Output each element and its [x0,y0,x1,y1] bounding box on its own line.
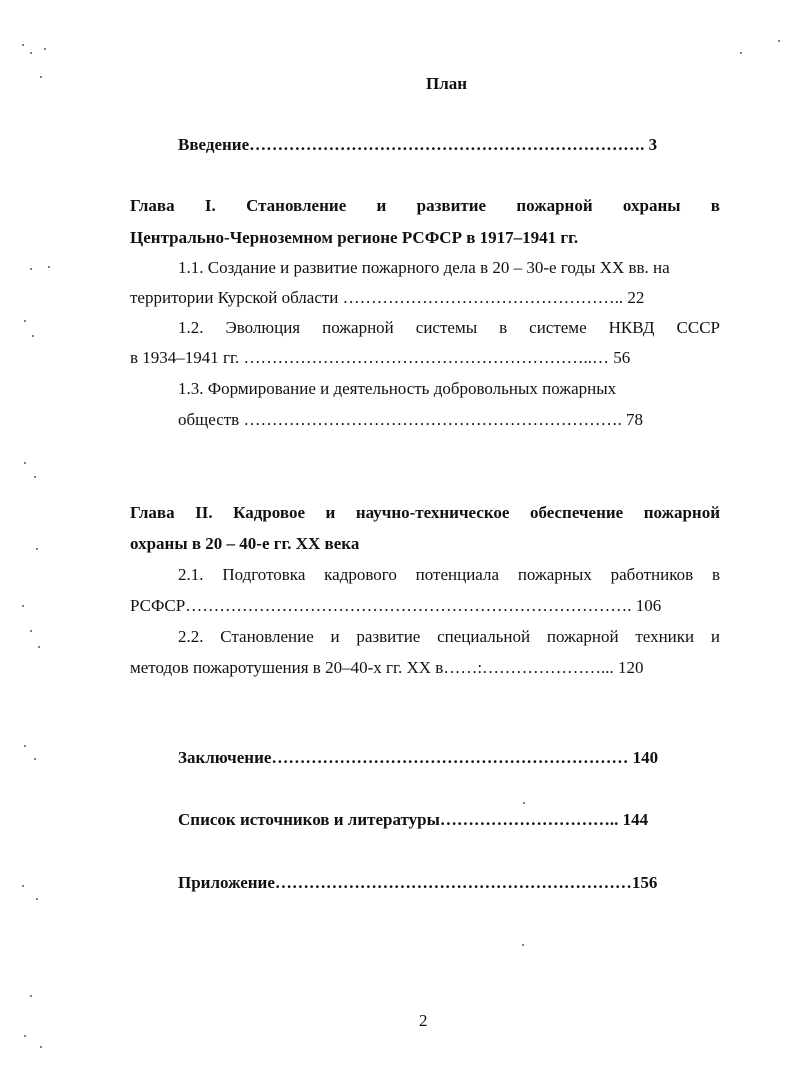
section-1-3-line-1[interactable]: 1.3. Формирование и деятельность добровольных пожарных [178,379,617,398]
section-2-2-line-1[interactable]: 2.2. Становление и развитие специальной пожарной техники и [178,627,720,646]
chapter-1-heading-line-1[interactable]: Глава I. Становление и развитие пожарной охраны в [130,196,720,215]
section-1-2-line-1[interactable]: 1.2. Эволюция пожарной системы в системе НКВД СССР [178,318,720,337]
toc-sources[interactable]: Список источников и литературы………………………….. 144 [178,810,649,829]
page-title: План [425,74,468,93]
section-1-1-line-2[interactable]: территории Курской области ………………………………………….. 22 [130,288,645,307]
page-number: 2 [419,1011,428,1030]
section-1-1-line-1[interactable]: 1.1. Создание и развитие пожарного дела в 20 – 30-е годы XX вв. на [178,258,670,277]
toc-conclusion[interactable]: Заключение……………………………………………………… 140 [178,748,659,767]
chapter-1-heading-line-2[interactable]: Центрально-Черноземном регионе РСФСР в 1917–1941 гг. [130,228,579,247]
chapter-2-heading-line-2[interactable]: охраны в 20 – 40-е гг. XX века [130,534,360,553]
section-2-2-line-2[interactable]: методов пожаротушения в 20–40-х гг. XX в……:…………………... 120 [130,658,644,677]
section-2-1-line-2[interactable]: РСФСР……………………………………………………………………. 106 [130,596,662,615]
section-1-3-line-2[interactable]: обществ …………………………………………………………. 78 [178,410,643,429]
toc-appendix[interactable]: Приложение………………………………………………………156 [178,873,658,892]
section-2-1-line-1[interactable]: 2.1. Подготовка кадрового потенциала пожарных работников в [178,565,720,584]
chapter-2-heading-line-1[interactable]: Глава II. Кадровое и научно-техническое обеспечение пожарной [130,503,720,522]
toc-introduction[interactable]: Введение……………………………………………………………. 3 [178,135,658,154]
section-1-2-line-2[interactable]: в 1934–1941 гг. ……………………………………………………..… 56 [130,348,631,367]
